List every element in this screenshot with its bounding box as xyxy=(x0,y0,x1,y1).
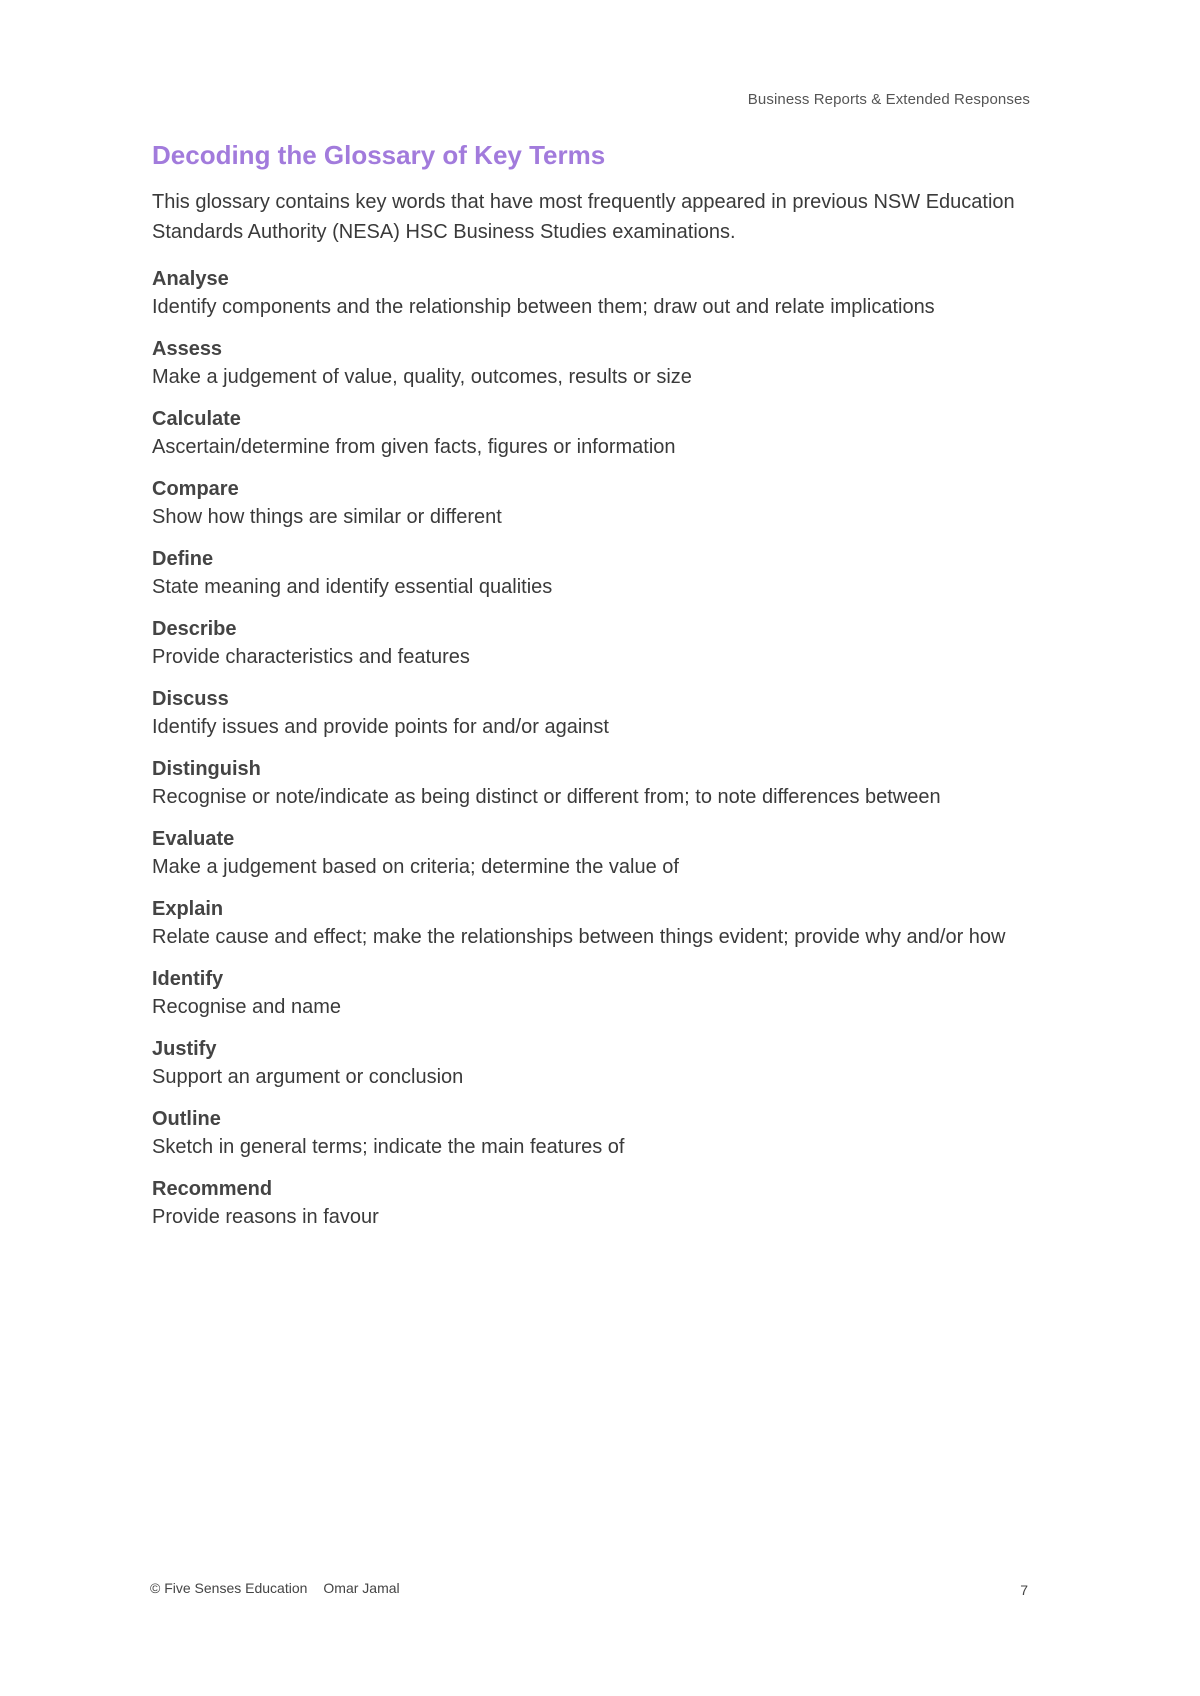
glossary-term xyxy=(152,475,1032,531)
term-definition: Support an argument or conclusion xyxy=(152,1066,464,1089)
term-definition: Make a judgement of value, quality, outcomes, results or size xyxy=(152,366,692,389)
footer-credits xyxy=(150,1580,400,1596)
glossary-term xyxy=(152,755,1032,811)
term-definition: Show how things are similar or different xyxy=(152,506,502,529)
term-name: Outline xyxy=(152,1108,221,1131)
term-name: Evaluate xyxy=(152,828,235,851)
term-definition: Sketch in general terms; indicate the main features of xyxy=(152,1136,625,1159)
glossary-term xyxy=(152,1175,1032,1231)
term-definition: Provide reasons in favour xyxy=(152,1206,379,1229)
glossary-term xyxy=(152,1105,1032,1161)
term-name: Assess xyxy=(152,338,223,361)
term-definition: Ascertain/determine from given facts, figures or information xyxy=(152,436,676,459)
term-name: Compare xyxy=(152,478,239,501)
term-name: Calculate xyxy=(152,408,241,431)
term-name: Discuss xyxy=(152,688,229,711)
term-name: Justify xyxy=(152,1038,217,1061)
glossary-term xyxy=(152,895,1032,951)
running-header: Business Reports & Extended Responses xyxy=(747,91,1030,108)
term-name: Recommend xyxy=(152,1178,273,1201)
page-title: Decoding the Glossary of Key Terms xyxy=(152,140,606,170)
glossary-term xyxy=(152,265,1032,321)
term-definition: Identify issues and provide points for and/or against xyxy=(152,716,609,739)
term-definition: Recognise or note/indicate as being distinct or different from; to note differences between xyxy=(152,786,941,809)
glossary-term xyxy=(152,1035,1032,1091)
glossary-term xyxy=(152,965,1032,1021)
term-name: Distinguish xyxy=(152,758,261,781)
term-name: Analyse xyxy=(152,268,229,291)
footer-author: Omar Jamal xyxy=(323,1580,400,1596)
glossary-term xyxy=(152,825,1032,881)
intro-paragraph: This glossary contains key words that have most frequently appeared in previous NSW Education Standards Authority (NESA) HSC Business Studies examinations. xyxy=(152,191,1015,244)
term-definition: State meaning and identify essential qualities xyxy=(152,576,553,599)
term-name: Identify xyxy=(152,968,224,991)
term-name: Define xyxy=(152,548,214,571)
page-number: 7 xyxy=(1020,1582,1028,1598)
term-definition: Identify components and the relationship between them; draw out and relate implications xyxy=(152,296,935,319)
term-definition: Make a judgement based on criteria; determine the value of xyxy=(152,856,679,879)
glossary-term xyxy=(152,545,1032,601)
glossary-term xyxy=(152,615,1032,671)
term-definition: Recognise and name xyxy=(152,996,342,1019)
term-name: Describe xyxy=(152,618,237,641)
glossary-term xyxy=(152,405,1032,461)
footer-copyright: © Five Senses Education xyxy=(150,1580,308,1596)
glossary-term xyxy=(152,685,1032,741)
term-name: Explain xyxy=(152,898,224,921)
glossary-content xyxy=(152,140,1032,1245)
term-definition: Provide characteristics and features xyxy=(152,646,470,669)
term-definition: Relate cause and effect; make the relationships between things evident; provide why and/or how xyxy=(152,926,1006,949)
glossary-term xyxy=(152,335,1032,391)
